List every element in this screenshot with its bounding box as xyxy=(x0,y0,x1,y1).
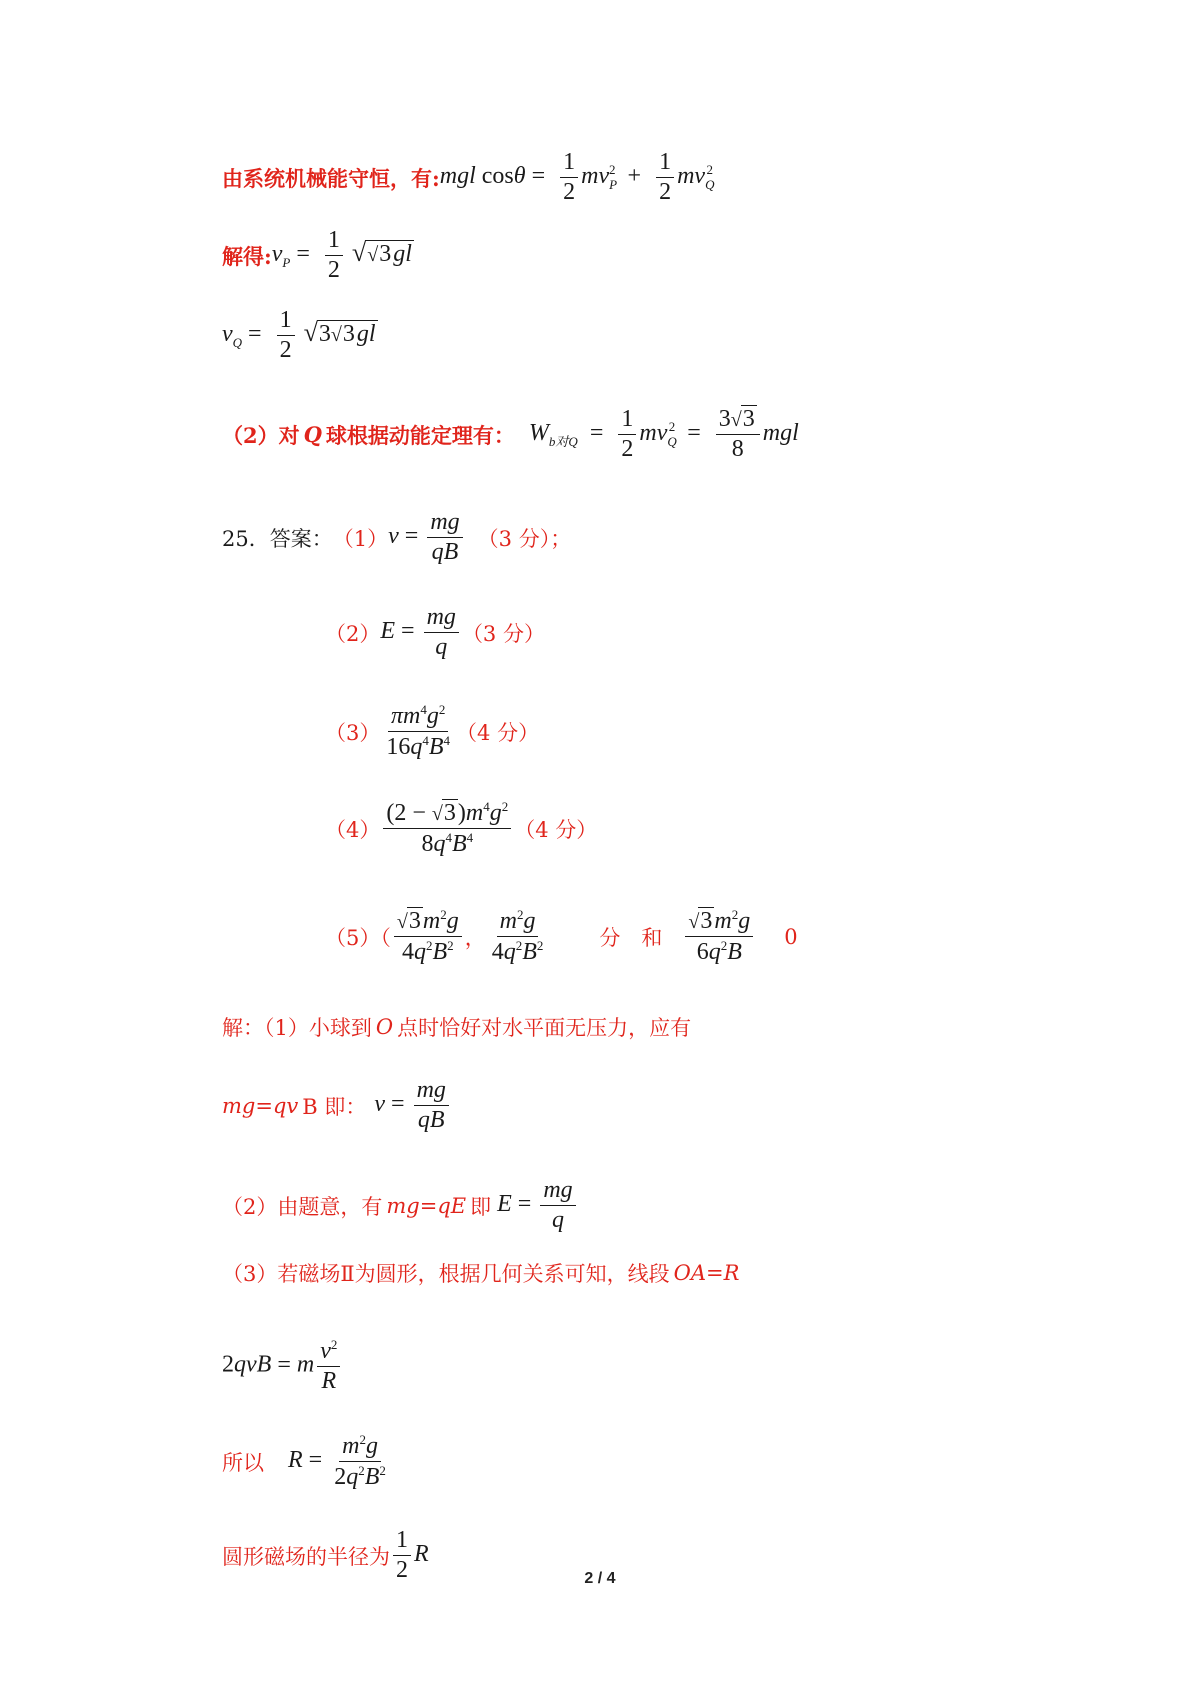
answer-25-part5-mid: 分 和 xyxy=(599,925,663,950)
solution-step3-line xyxy=(222,1258,739,1288)
answer-25-part5-equation-b: $\frac{m^2g}{4q^2B^2}$ xyxy=(491,907,544,966)
work-energy-label-b: 球根据动能定理有： xyxy=(325,422,515,448)
solution-intro-line xyxy=(222,1012,691,1042)
solution-step2-b: 即 xyxy=(470,1194,492,1219)
vp-equation: $v_P$ = $\frac{1}{2}$ √√3gl xyxy=(271,227,412,284)
energy-conservation-label: 由系统机械能守恒，有: xyxy=(222,165,440,191)
radius-equation: R = $\frac{m^2g}{2q^2B^2}$ xyxy=(288,1432,386,1491)
vq-line xyxy=(222,308,378,363)
solution-step1-equation: v = $\frac{mg}{qB}$ xyxy=(374,1078,452,1133)
answer-25-part2-score: （3 分） xyxy=(461,621,545,646)
work-energy-line xyxy=(222,407,799,462)
solve-label: 解得: xyxy=(222,243,272,269)
circle-radius-label: 圆形磁场的半径为 xyxy=(222,1544,390,1569)
answer-25-part1-score: （3 分）； xyxy=(477,526,572,551)
page-indicator: 2 / 4 xyxy=(584,1570,616,1587)
solution-step1-b: B 即： xyxy=(302,1094,367,1119)
solution-point-o: O xyxy=(375,1015,394,1039)
answer-25-part4-score: （4 分） xyxy=(514,817,598,842)
answer-25-part5-line xyxy=(325,908,798,965)
answer-25-part4-equation: $\frac{(2 - √3)m^4g^2}{8q^4B^4}$ xyxy=(380,800,514,857)
answer-25-part4-line xyxy=(325,800,597,857)
answer-25-part3-label: （3） xyxy=(325,720,381,745)
work-subscript: b对Q xyxy=(548,434,578,449)
work-energy-label-a: （2）对 xyxy=(222,422,300,448)
force-balance-equation: 2qvB = m $\frac{v^2}{R}$ xyxy=(222,1338,343,1394)
answer-25-line xyxy=(222,510,571,565)
solution-step2-line xyxy=(222,1178,579,1233)
solve-vp-line xyxy=(222,228,414,283)
answer-25-part3-score: （4 分） xyxy=(456,720,540,745)
answer-25-part2-label: （2） xyxy=(325,621,381,646)
solution-step3-oa: OA=R xyxy=(673,1261,740,1285)
circle-radius-equation: $\frac{1}{2}$ R xyxy=(390,1528,429,1583)
answer-25-part3-line xyxy=(325,703,539,760)
answer-25-part5-equation-a: $\frac{√3m^2g}{4q^2B^2}$ xyxy=(391,908,465,965)
answer-25-part1-equation: v = $\frac{mg}{qB}$ xyxy=(388,510,466,565)
solution-step2-a: （2）由题意，有 xyxy=(222,1194,383,1219)
energy-conservation-line xyxy=(222,150,713,205)
work-energy-q: Q xyxy=(303,422,322,448)
answer-25-part5-label: （5）（ xyxy=(325,925,391,950)
answer-25-part5-equation-c: $\frac{√3m^2g}{6q^2B}$ xyxy=(682,908,756,965)
answer-25-part5-end: 0 xyxy=(784,924,798,949)
work-energy-equation: $W_{b对Q}$ = $\frac{1}{2}$ $mv_Q^2$ = $\frac{3√3}{8}$ mgl xyxy=(528,406,799,463)
solution-step2-eq: mg=qE xyxy=(386,1193,467,1218)
solution-intro-a: 解：（1）小球到 xyxy=(222,1016,372,1040)
force-balance-line xyxy=(222,1338,343,1394)
radius-label: 所以 xyxy=(222,1450,264,1475)
answer-25-number: 25．答案： xyxy=(222,526,333,551)
answer-25-part2-equation: E = $\frac{mg}{q}$ xyxy=(380,605,462,660)
answer-25-part3-equation: $\frac{\pi m^4g^2}{16q^4B^4}$ xyxy=(386,702,451,761)
vq-equation: $v_Q$ = $\frac{1}{2}$ √3√3gl xyxy=(222,307,376,364)
radius-line xyxy=(222,1433,392,1490)
solution-step2-equation: E = $\frac{mg}{q}$ xyxy=(497,1178,579,1233)
solution-step3-text: （3）若磁场Ⅱ为圆形，根据几何关系可知，线段 xyxy=(222,1262,670,1286)
solution-step1-line xyxy=(222,1078,452,1133)
answer-25-part5-separator: ， xyxy=(464,925,486,950)
energy-conservation-equation: mgl cosθ = $\frac{1}{2}$ $mv_P^2$ + $\frac{1}{2}$ $mv_Q^2$ xyxy=(439,149,715,206)
answer-25-part1-label: （1） xyxy=(332,526,389,551)
solution-intro-b: 点时恰好对水平面无压力，应有 xyxy=(397,1016,692,1040)
answer-25-part2-line xyxy=(325,605,545,660)
solution-step1-eq: mg=qv xyxy=(222,1093,299,1118)
answer-25-part4-label: （4） xyxy=(325,817,381,842)
